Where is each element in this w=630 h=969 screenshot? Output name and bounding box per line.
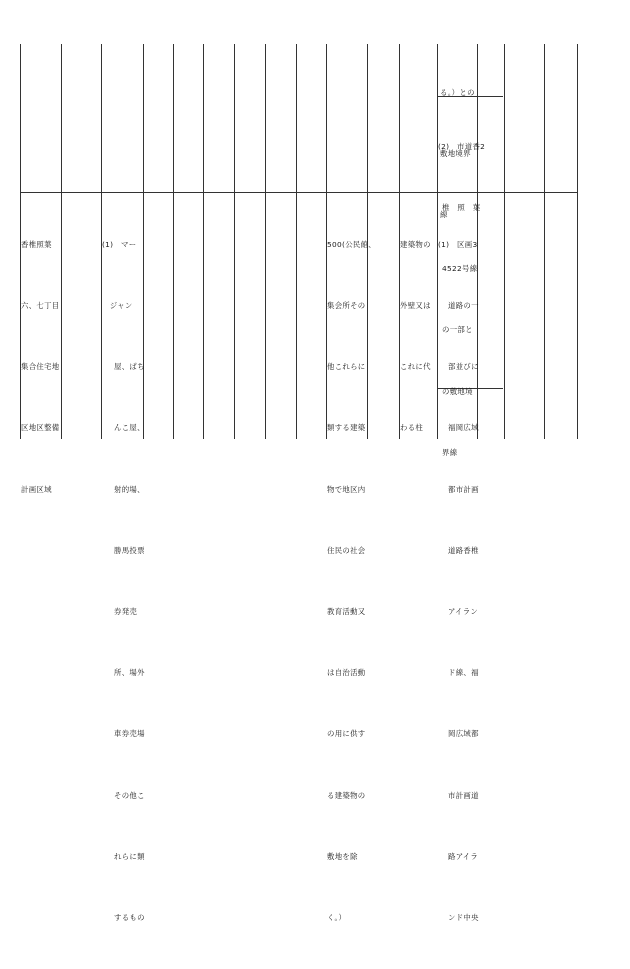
text-line: 道路の一	[448, 301, 479, 311]
text-line: の敷地境	[442, 386, 473, 396]
text-line: アイラン	[448, 607, 479, 617]
column-rule	[234, 44, 235, 439]
text-line: 福岡広域	[448, 423, 479, 433]
text-line: (1) マー	[102, 239, 137, 249]
text-line: 都市計画	[448, 484, 479, 494]
text-line: く。）	[327, 913, 347, 923]
text-line: 住民の社会	[327, 545, 366, 555]
text-line: 車券売場	[114, 729, 145, 739]
cell-area-name	[21, 194, 59, 541]
row-rule	[20, 192, 577, 193]
column-rule	[203, 44, 204, 439]
text-line: 他これらに	[327, 362, 366, 372]
text-line: の一部と	[442, 325, 473, 335]
text-line: 香椎照葉	[21, 239, 52, 249]
text-line: 物で地区内	[327, 484, 366, 494]
text-line: 六、七丁目	[21, 301, 60, 311]
text-line: の用に供す	[327, 729, 366, 739]
text-line: 類する建築	[327, 423, 366, 433]
text-line: ド線、福	[448, 668, 479, 678]
text-line: んこ屋、	[114, 423, 145, 433]
column-rule	[265, 44, 266, 439]
text-line: 計画区域	[21, 484, 52, 494]
text-line: ジャン	[102, 301, 133, 311]
text-line: 集会所その	[327, 301, 366, 311]
column-rule	[61, 44, 62, 439]
text-line: (1) 区画3	[438, 239, 478, 249]
text-line: 射的場、	[114, 484, 145, 494]
cell-wall-setback	[400, 194, 431, 480]
text-line: 路アイラ	[448, 851, 479, 861]
text-line: 建築物の	[400, 239, 431, 249]
text-line: 岡広域都	[448, 729, 479, 739]
text-line: 集合住宅地	[21, 362, 60, 372]
text-line: するもの	[114, 913, 145, 923]
text-line: 敷地境界	[440, 149, 471, 159]
cell-min-floor-area	[327, 194, 376, 969]
text-line: 所、場外	[114, 668, 145, 678]
text-line: これに代	[400, 362, 431, 372]
column-rule	[173, 44, 174, 439]
column-rule	[544, 44, 545, 439]
column-rule	[296, 44, 297, 439]
text-line: 敷地を除	[327, 851, 358, 861]
text-line: 界線	[442, 447, 458, 457]
text-line: る。）との	[440, 87, 475, 97]
text-line: 市計画道	[448, 790, 479, 800]
text-line: 部並びに	[448, 362, 479, 372]
column-rule	[504, 44, 505, 439]
text-line: れらに類	[114, 851, 145, 861]
text-line: る建築物の	[327, 790, 366, 800]
text-line: 券発売	[114, 607, 138, 617]
text-line: 4522号線	[442, 264, 478, 274]
text-line: その他こ	[114, 790, 145, 800]
text-line: 線	[440, 210, 448, 220]
text-line: 屋、ぱち	[114, 362, 145, 372]
text-line: 教育活動又	[327, 607, 366, 617]
text-line: は自治活動	[327, 668, 366, 678]
text-line: 区地区整備	[21, 423, 60, 433]
cell-boundary-item-1	[438, 194, 479, 969]
text-line: ンド中央	[448, 913, 479, 923]
text-line: (2) 市道香2	[438, 141, 486, 151]
text-line: 勝馬投票	[114, 545, 145, 555]
cell-use-restriction	[102, 194, 145, 969]
text-line: 外壁又は	[400, 301, 431, 311]
column-rule	[577, 44, 578, 439]
text-line: 道路香椎	[448, 545, 479, 555]
text-line: わる柱	[400, 423, 424, 433]
text-line: 椎 照 葉	[442, 203, 481, 213]
text-line: 500(公民館、	[327, 239, 376, 249]
